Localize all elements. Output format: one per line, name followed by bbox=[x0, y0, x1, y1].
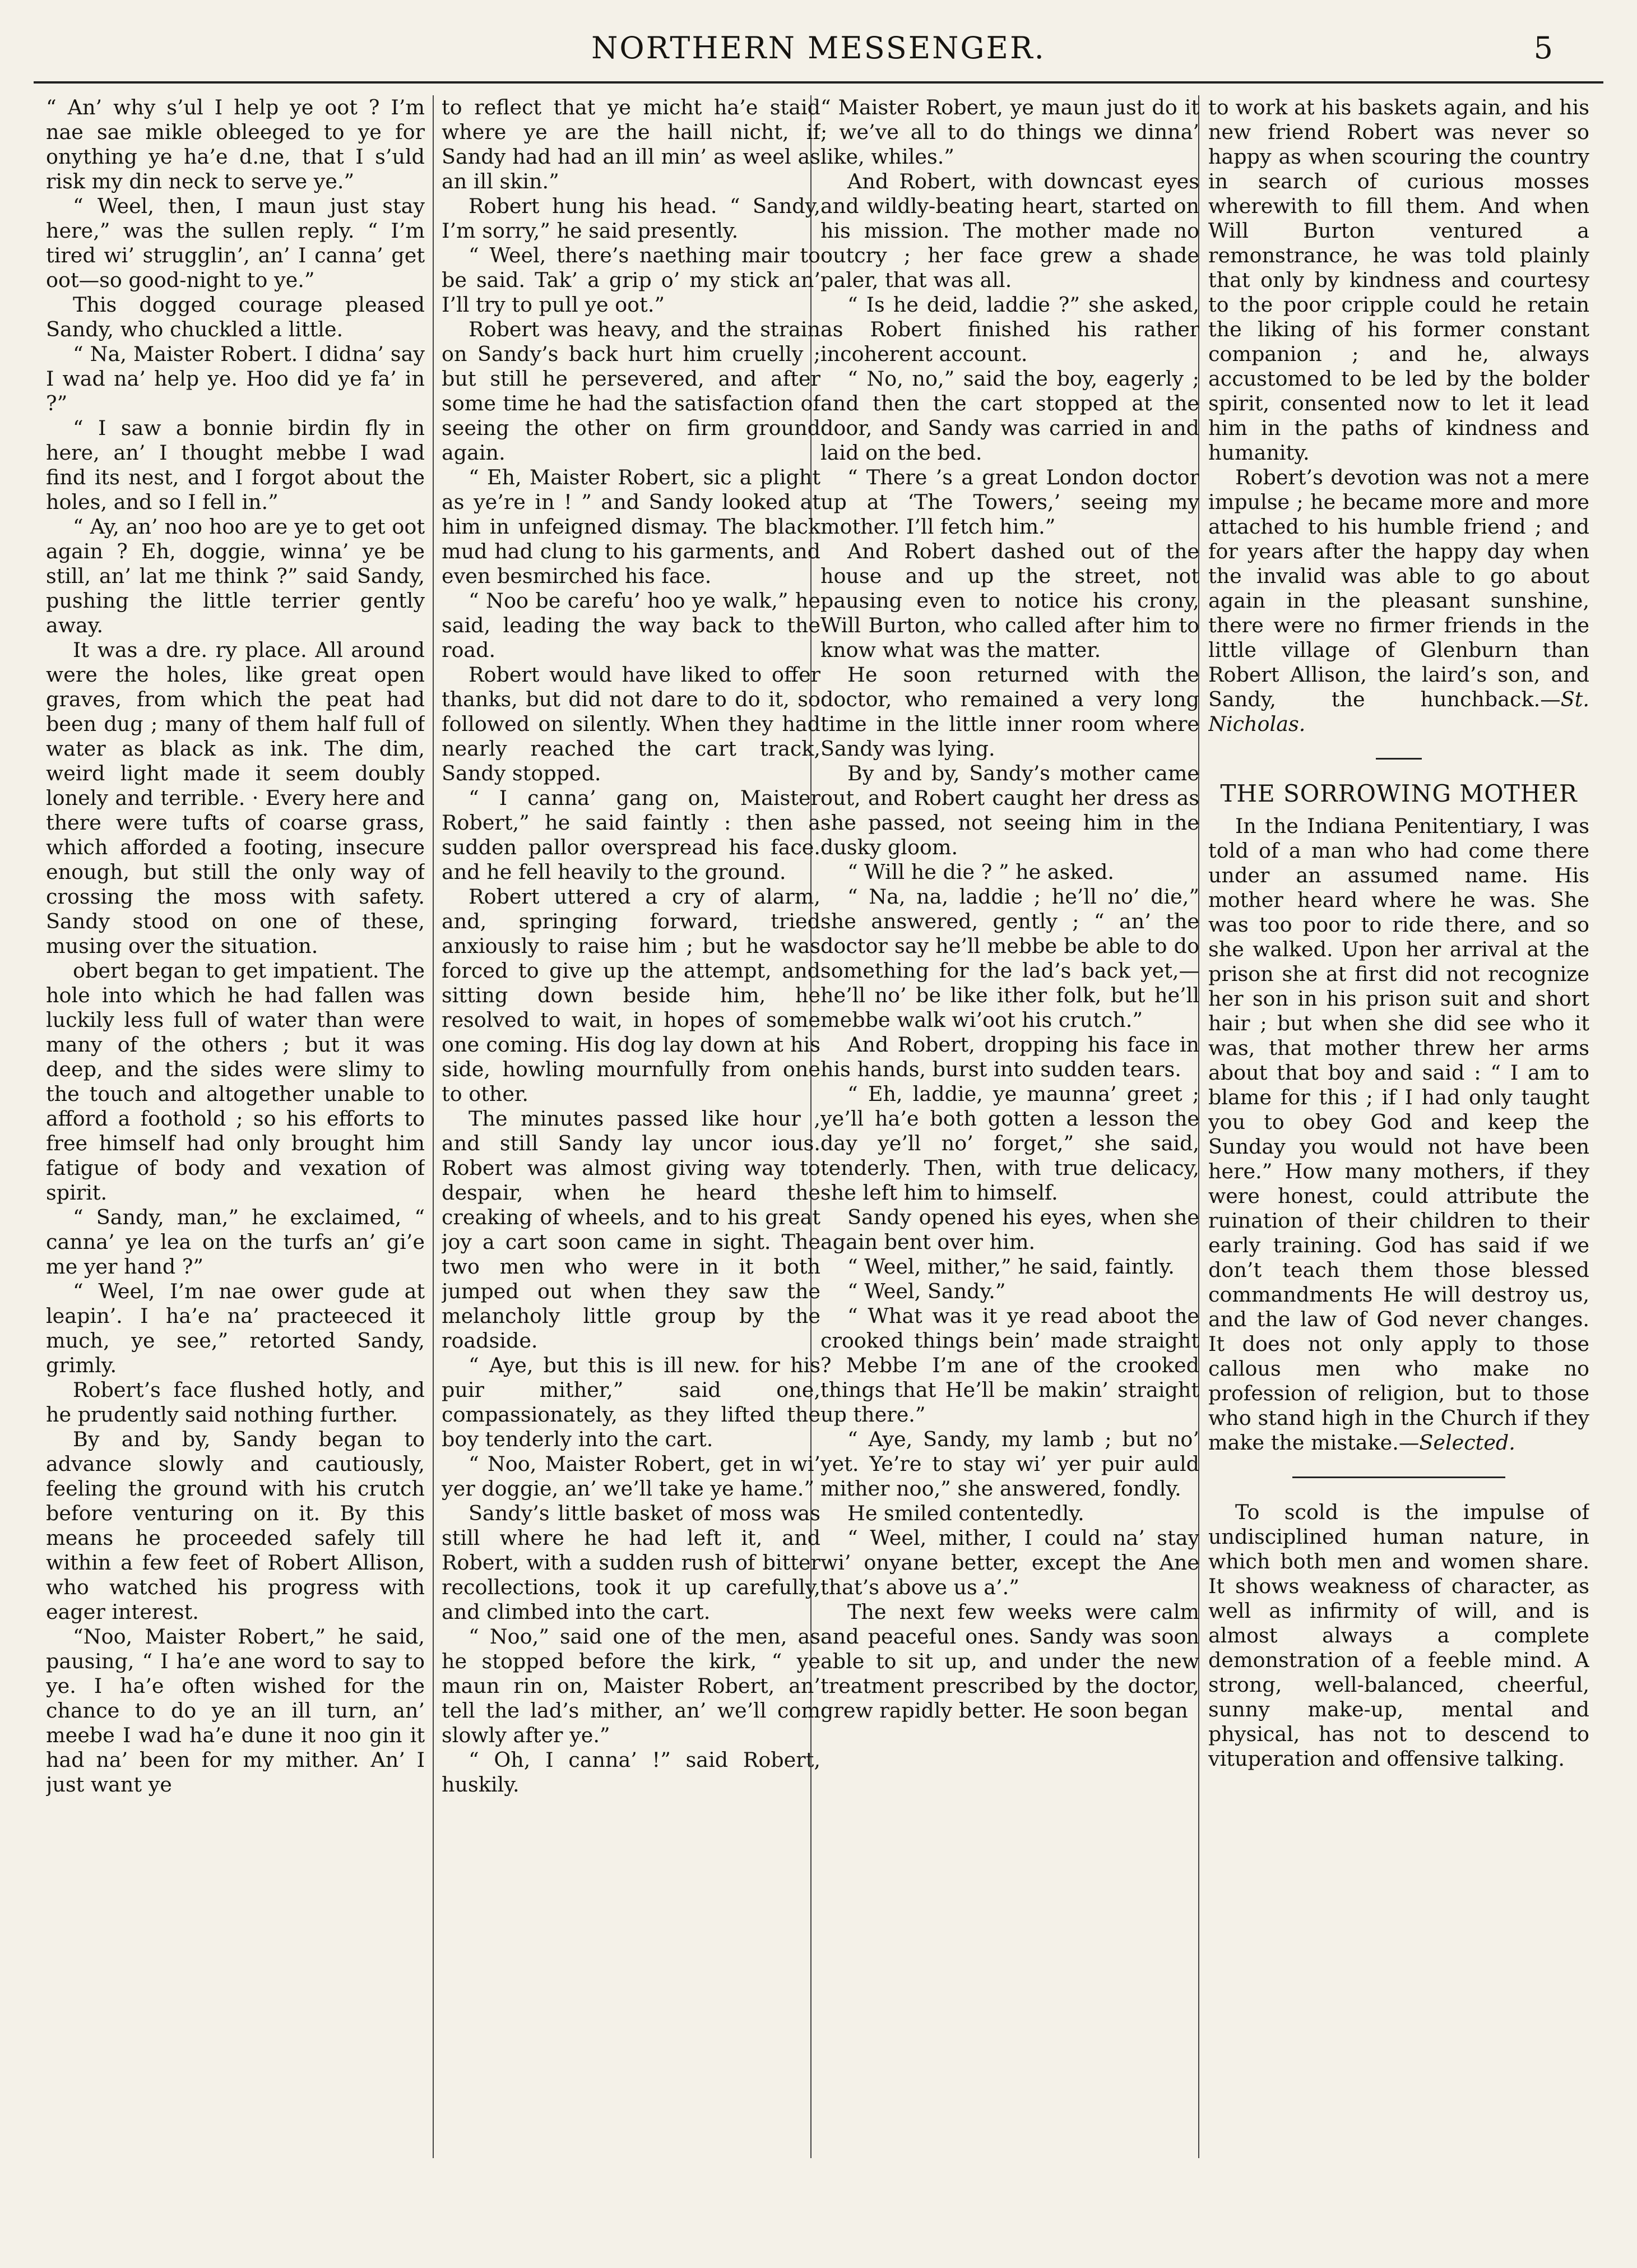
paragraph: It was a dre. ry place. All around were the holes, like great open graves, from which the peat had been dug ; many of them half full of water as black as ink. The dim, weird light made it seem doubly lonely and terrible. · Every here and there were tufts of coarse grass, which afforded a footing, insecure enough, but still the only way of crossing the moss with safety. Sandy stood on one of these, musing over the situation. bbox=[46, 638, 425, 958]
column-1 bbox=[46, 95, 425, 2214]
paragraph: “ Eh, laddie, ye maunna’ greet ; ye’ll ha’e both gotten a lesson the day ye’ll no’ forget,” she said, tenderly. Then, with true delicacy, she left him to himself. bbox=[820, 1082, 1199, 1205]
paragraph: “ Noo, Maister Robert, get in wi’ yer doggie, an’ we’ll take ye hame.” bbox=[442, 1452, 820, 1501]
paragraph: “ Maister Robert, ye maun just do it ; we’ve all to do things we dinna’ like, whiles.” bbox=[820, 95, 1199, 169]
paragraph: “ Weel, mither, I could na’ stay wi’ onyane better, except the Ane that’s above us a’.” bbox=[820, 1526, 1199, 1599]
column-4 bbox=[1208, 95, 1589, 2214]
paragraph: “ Sandy, man,” he exclaimed, “ canna’ ye lea on the turfs an’ gi’e me yer hand ?” bbox=[46, 1205, 425, 1279]
paragraph: This dogged courage pleased Sandy, who chuckled a little. bbox=[46, 293, 425, 341]
paragraph: “ Na, Maister Robert. I didna’ say I wad na’ help ye. Hoo did ye fa’ in ?” bbox=[46, 342, 425, 415]
article-body: In the Indiana Penitentiary, I was told of a man who had come there under an assumed name. His mother heard where he was. She was too poor to ride there, and so she walked. Upon her arrival at the prison she at first did not recognize her son in his prison suit and short hair ; but when she did see who it was, that mother threw her arms about that boy and said : “ I am to blame for this ; if I had only taught you to obey God and keep the Sunday you would not have been here.” How many mothers, if they were honest, could attribute the ruination of their children to their early training. God has said if we don’t teach them those blessed commandments He will destroy us, and the law of God never changes. It does not only apply to those callous men who make no profession of religion, but to those who stand high in the Church if they make the mistake.—Selected. bbox=[1208, 814, 1589, 1455]
paragraph: “ I saw a bonnie birdin fly in here, an’ I thought mebbe I wad find its nest, and I forgot about the holes, and so I fell in.” bbox=[46, 416, 425, 514]
header-rule bbox=[34, 81, 1603, 84]
page-number: 5 bbox=[1533, 30, 1553, 66]
paragraph: The minutes passed like hour , and still Sandy lay uncor ious. Robert was almost giving way to despair, when he heard the creaking of wheels, and to his great joy a cart soon came in sight. The two men who were in it both jumped out when they saw the melancholy little group by the roadside. bbox=[442, 1107, 820, 1353]
paragraph: “ Noo be carefu’ hoo ye walk,” he said, leading the way back to the road. bbox=[442, 589, 820, 662]
paragraph: The next few weeks were calm and peaceful ones. Sandy was soon able to sit up, and under the new treatment prescribed by the doctor, grew rapidly better. He soon began bbox=[820, 1600, 1199, 1723]
paragraph: “ Ay, an’ noo hoo are ye to get oot again ? Eh, doggie, winna’ ye be still, an’ lat me think ?” said Sandy, pushing the little terrier gently away. bbox=[46, 515, 425, 637]
paragraph: “ Weel, mither,” he said, faintly. bbox=[847, 1255, 1175, 1279]
paragraph: “ Weel, I’m nae ower gude at leapin’. I ha’e na’ practeeced it much, ye see,” retorted Sandy, grimly. bbox=[46, 1279, 425, 1377]
paragraph: “ Aye, Sandy, my lamb ; but no’ yet. Ye’re to stay wi’ yer puir auld mither noo,” she answered, fondly. bbox=[820, 1427, 1199, 1501]
paragraph: “ Weel, Sandy.” bbox=[847, 1279, 1006, 1303]
paragraph: Sandy’s little basket of moss was still where he had left it, and Robert, with a sudden rush of bitter recollections, took it up carefully, and climbed into the cart. bbox=[442, 1501, 820, 1624]
paragraph: “ Noo,” said one of the men, as he stopped before the kirk, “ ye maun rin on, Maister Robert, an’ tell the lad’s mither, an’ we’ll com slowly after ye.” bbox=[442, 1624, 820, 1747]
paragraph: “ Will he die ? ” he asked. bbox=[847, 860, 1115, 884]
paragraph: Robert hung his head. “ Sandy, I’m sorry,” he said presently. bbox=[442, 194, 820, 243]
paragraph: Robert would have liked to offer thanks, but did not dare to do it, so followed on silently. When they had nearly reached the cart track, Sandy stopped. bbox=[442, 663, 820, 785]
closing-paragraph: To scold is the impulse of undisciplined human nature, in which both men and women share. It shows weakness of character, as well as infirmity of will, and is almost always a complete demonstration of a feeble mind. A strong, well-balanced, cheerful, sunny make-up, mental and physical, has not to descend to vituperation and offensive talking. bbox=[1208, 1500, 1589, 1771]
column-2 bbox=[442, 95, 820, 2214]
paragraph: Robert uttered a cry of alarm, and, springing forward, tried anxiously to raise him ; but he was forced to give up the attempt, and sitting down beside him, he resolved to wait, in hopes of some one coming. His dog lay down at his side, howling mournfully from one to other. bbox=[442, 885, 820, 1106]
paragraph: Robert’s face flushed hotly, and he prudently said nothing further. bbox=[46, 1378, 425, 1427]
paragraph: Robert was heavy, and the strain on Sandy’s back hurt him cruelly ; but still he persevered, and after some time he had the satisfaction of seeing the other on firm ground again. bbox=[442, 317, 820, 465]
paragraph: “ Na, na, laddie ; he’ll no’ die,” she answered, gently ; “ an’ the doctor say he’ll mebbe be able to do something for the lad’s back yet,—he’ll no’ be like ither folk, but he’ll mebbe walk wi’oot his crutch.” bbox=[820, 885, 1199, 1032]
article-credit: Selected. bbox=[1419, 1431, 1515, 1455]
article-title: THE SORROWING MOTHER bbox=[1220, 780, 1578, 807]
paragraph: “ There ’s a great London doctor up at ‘The Towers,’ seeing my mother. I’ll fetch him.” bbox=[820, 465, 1199, 539]
column-3 bbox=[820, 95, 1199, 2214]
story-credit: St. Nicholas. bbox=[1208, 687, 1589, 736]
paragraph: He smiled contentedly. bbox=[847, 1501, 1084, 1525]
newspaper-title: NORTHERN MESSENGER. bbox=[591, 30, 1046, 66]
paragraph: “ Is he deid, laddie ?” she asked, as Robert finished his rather incoherent account. bbox=[820, 293, 1199, 366]
paragraph: “ Weel, there’s naething mair to be said. Tak’ a grip o’ my stick an’ I’ll try to pull ye oot.” bbox=[442, 243, 820, 317]
paragraph: Sandy opened his eyes, when she again bent over him. bbox=[820, 1205, 1199, 1254]
section-divider bbox=[1208, 748, 1589, 770]
paragraph: By and by, Sandy began to advance slowly and cautiously, feeling the ground with his crutch before venturing on it. By this means he proceeded safely till within a few feet of Robert Allison, who watched his progress with eager interest. bbox=[46, 1427, 425, 1624]
paragraph: By and by, Sandy’s mother came out, and Robert caught her dress as she passed, not seeing him in the dusky gloom. bbox=[820, 761, 1199, 859]
column-rule bbox=[433, 95, 434, 2158]
paragraph: And Robert, with downcast eyes and wildly-beating heart, started on his mission. The mother made no outcry ; her face grew a shade paler, that was all. bbox=[820, 169, 1199, 292]
paragraph: “ What was it ye read aboot the crooked things bein’ made straight ? Mebbe I’m ane of the crooked things that He’ll be makin’ straight up there.” bbox=[820, 1304, 1199, 1427]
paragraph: to reflect that ye micht ha’e staid where ye are the haill nicht, if Sandy had had an ill min’ as weel as an ill skin.” bbox=[442, 95, 820, 193]
paragraph: “ I canna’ gang on, Maister Robert,” he said faintly : then a sudden pallor overspread his face. and he fell heavily to the ground. bbox=[442, 786, 820, 884]
paragraph: “ Weel, then, I maun just stay here,” was the sullen reply. “ I’m tired wi’ strugglin’, an’ I canna’ get oot—so good-night to ye.” bbox=[46, 194, 425, 292]
paragraph: And Robert dashed out of the house and up the street, not pausing even to notice his crony, Will Burton, who called after him to know what was the matter. bbox=[820, 539, 1199, 662]
paragraph: “Noo, Maister Robert,” he said, pausing, “ I ha’e ane word to say to ye. I ha’e often wished for the chance to do ye an ill turn, an’ meebe I wad ha’e dune it noo gin it had na’ been for my mither. An’ I just want ye bbox=[46, 1624, 425, 1797]
paragraph: And Robert, dropping his face in his hands, burst into sudden tears. bbox=[820, 1033, 1199, 1081]
masthead bbox=[0, 27, 1637, 72]
story-paragraph-final: Robert’s devotion was not a mere impulse ; he became more and more attached to his humble friend ; and for years after the happy day when the invalid was able to go about again in the pleasant sunshine, there were no firmer friends in the little village of Glenburn than Robert Allison, the laird’s son, and Sandy, the hunchback.—St. Nicholas. bbox=[1208, 465, 1589, 736]
paragraph: obert began to get impatient. The hole into which he had fallen was luckily less full of water than were many of the others ; but it was deep, and the sides were slimy to the touch and altogether unable to afford a foothold ; so his efforts to free himself had only brought him fatigue of body and vexation of spirit. bbox=[46, 959, 425, 1205]
paragraph: “ Aye, but this is ill new. for his puir mither,” said one, compassionately, as they lifted the boy tenderly into the cart. bbox=[442, 1353, 820, 1451]
story-paragraph: to work at his baskets again, and his new friend Robert was never so happy as when scouring the country in search of curious mosses wherewith to fill them. And when Will Burton ventured a remonstrance, he was told plainly that only by kindness and courtesy to the poor cripple could he retain the liking of his former constant companion ; and he, always accustomed to be led by the bolder spirit, consented now to let it lead him in the paths of kindness and humanity. bbox=[1208, 95, 1589, 465]
section-divider bbox=[1208, 1466, 1589, 1489]
paragraph: “ No, no,” said the boy, eagerly ; and then the cart stopped at the door, and Sandy was carried in and laid on the bed. bbox=[820, 367, 1199, 465]
paragraph: “ An’ why s’ul I help ye oot ? I’m nae sae mikle obleeged to ye for onything ye ha’e d.ne, that I s’uld risk my din neck to serve ye.” bbox=[46, 95, 425, 193]
paragraph: He soon returned with the doctor, who remained a very long time in the little inner room where Sandy was lying. bbox=[820, 663, 1199, 761]
paragraph: “ Eh, Maister Robert, sic a plight as ye’re in ! ” and Sandy looked at him in unfeigned dismay. The black mud had clung to his garments, and even besmirched his face. bbox=[442, 465, 820, 588]
paragraph: “ Oh, I canna’ !” said Robert, huskily. bbox=[442, 1748, 820, 1797]
